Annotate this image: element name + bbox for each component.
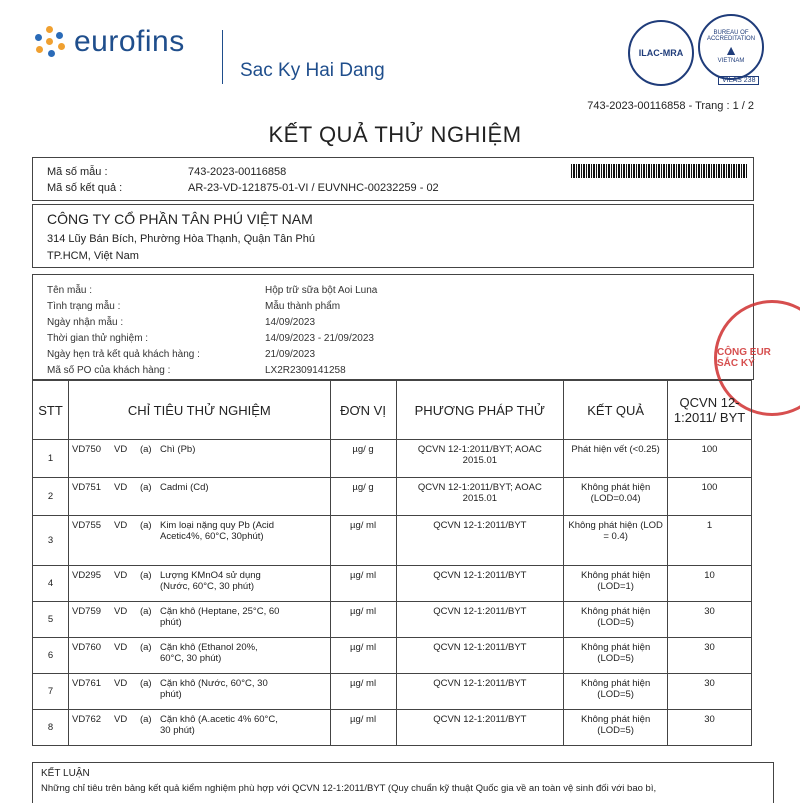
table-row: [33, 566, 752, 602]
row-result: Không phát hiện (LOD=5): [564, 638, 668, 674]
row-accreditation: (a): [139, 606, 152, 617]
row-limit: 10: [668, 566, 752, 602]
row-code: VD751: [71, 482, 102, 493]
result-id-label: Mã số kết quả :: [47, 182, 123, 194]
row-unit: µg/ g: [330, 478, 396, 516]
row-method: QCVN 12-1:2011/BYT: [396, 516, 564, 566]
row-result: Không phát hiện (LOD=1): [564, 566, 668, 602]
test-period-label: Thời gian thử nghiệm :: [47, 333, 149, 344]
ilac-mra-text: ILAC-MRA: [638, 48, 684, 58]
row-accreditation: (a): [139, 482, 152, 493]
row-result: Phát hiện vết (<0.25): [564, 440, 668, 478]
sub-brand: Sac Ky Hai Dang: [240, 60, 385, 81]
row-vd: VD: [113, 520, 128, 531]
page-reference: 743-2023-00116858 - Trang : 1 / 2: [587, 100, 754, 112]
row-indicator: [68, 710, 330, 746]
row-code: VD755: [71, 520, 102, 531]
row-indicator-name: Cặn khô (A.acetic 4% 60°C, 30 phút): [159, 714, 278, 736]
sample-info-box: [32, 274, 754, 380]
row-limit: 30: [668, 674, 752, 710]
row-limit: 30: [668, 602, 752, 638]
row-vd: VD: [113, 642, 128, 653]
row-indicator-name: Cặn khô (Nước, 60°C, 30 phút): [159, 678, 268, 700]
po-number-value: LX2R2309141258: [265, 365, 346, 376]
row-accreditation: (a): [139, 714, 152, 725]
page-title: KẾT QUẢ THỬ NGHIỆM: [268, 122, 522, 147]
stamp-text: CÔNG EUR SẮC KÝ: [717, 347, 771, 369]
row-stt: 6: [33, 638, 69, 674]
company-address-line1: 314 Lũy Bán Bích, Phường Hòa Thạnh, Quận Tân Phú: [47, 233, 315, 245]
row-method: QCVN 12-1:2011/BYT: [396, 674, 564, 710]
row-accreditation: (a): [139, 570, 152, 581]
row-method: QCVN 12-1:2011/BYT: [396, 638, 564, 674]
boa-ring-text: BUREAU OF ACCREDITATION: [706, 30, 756, 42]
row-indicator: [68, 566, 330, 602]
row-limit: 100: [668, 478, 752, 516]
row-limit: 1: [668, 516, 752, 566]
table-row: [33, 710, 752, 746]
row-indicator: [68, 602, 330, 638]
row-code: VD761: [71, 678, 102, 689]
row-accreditation: (a): [139, 678, 152, 689]
row-code: VD760: [71, 642, 102, 653]
eurofins-dots-icon: [32, 24, 68, 60]
row-limit: 30: [668, 638, 752, 674]
row-code: VD295: [71, 570, 102, 581]
ilac-mra-seal: [628, 20, 694, 86]
table-row: [33, 674, 752, 710]
results-table: [32, 380, 752, 746]
row-indicator-name: Cặn khô (Heptane, 25°C, 60 phút): [159, 606, 280, 628]
row-indicator-name: Chì (Pb): [159, 444, 196, 455]
table-row: [33, 602, 752, 638]
sample-name-value: Hộp trữ sữa bột Aoi Luna: [265, 285, 378, 296]
row-accreditation: (a): [139, 642, 152, 653]
table-row: [33, 440, 752, 478]
row-vd: VD: [113, 678, 128, 689]
header-stt: STT: [33, 381, 69, 440]
test-period-value: 14/09/2023 - 21/09/2023: [265, 333, 374, 344]
row-vd: VD: [113, 570, 128, 581]
row-unit: µg/ g: [330, 440, 396, 478]
row-indicator-name: Cặn khô (Ethanol 20%, 60°C, 30 phút): [159, 642, 258, 664]
conclusion-text: Những chỉ tiêu trên bảng kết quả kiểm nghiệm phù hợp với QCVN 12-1:2011/BYT (Quy chuẩn kỹ thuật Quốc gia về an toàn vệ sinh đối với bao bì,: [41, 783, 657, 794]
header-unit: ĐƠN VỊ: [330, 381, 396, 440]
result-id-value: AR-23-VD-121875-01-VI / EUVNHC-00232259 - 02: [188, 182, 439, 194]
header-result: KẾT QUẢ: [564, 381, 668, 440]
row-code: VD759: [71, 606, 102, 617]
row-result: Không phát hiện (LOD=5): [564, 710, 668, 746]
sample-state-value: Mẫu thành phẩm: [265, 301, 341, 312]
company-box: [32, 204, 754, 268]
due-date-label: Ngày hẹn trả kết quả khách hàng :: [47, 349, 200, 360]
row-indicator-name: Cadmi (Cd): [159, 482, 209, 493]
row-limit: 100: [668, 440, 752, 478]
row-code: VD750: [71, 444, 102, 455]
row-indicator: [68, 674, 330, 710]
row-indicator-name: Kim loại nặng quy Pb (Acid Acetic4%, 60°C, 30phút): [159, 520, 275, 542]
company-address-line2: TP.HCM, Việt Nam: [47, 250, 139, 262]
boa-triangle-icon: ▲: [724, 42, 738, 58]
table-header-row: [33, 381, 752, 440]
row-method: QCVN 12-1:2011/BYT: [396, 566, 564, 602]
row-code: VD762: [71, 714, 102, 725]
received-date-value: 14/09/2023: [265, 317, 316, 328]
row-unit: µg/ ml: [330, 602, 396, 638]
sample-state-label: Tình trạng mẫu :: [47, 301, 121, 312]
table-row: [33, 516, 752, 566]
boa-country: VIETNAM: [717, 58, 745, 64]
po-number-label: Mã số PO của khách hàng :: [47, 365, 171, 376]
row-stt: 3: [33, 516, 69, 566]
row-indicator: [68, 638, 330, 674]
id-box: [32, 157, 754, 201]
row-unit: µg/ ml: [330, 674, 396, 710]
sample-id-label: Mã số mẫu :: [47, 166, 108, 178]
header-method: PHƯƠNG PHÁP THỬ: [396, 381, 564, 440]
row-indicator: [68, 478, 330, 516]
row-result: Không phát hiện (LOD=0.04): [564, 478, 668, 516]
row-stt: 2: [33, 478, 69, 516]
received-date-label: Ngày nhận mẫu :: [47, 317, 124, 328]
row-result: Không phát hiện (LOD=5): [564, 602, 668, 638]
row-method: QCVN 12-1:2011/BYT; AOAC 2015.01: [396, 440, 564, 478]
boa-seal: [698, 14, 764, 80]
row-stt: 8: [33, 710, 69, 746]
sample-name-label: Tên mẫu :: [47, 285, 93, 296]
table-row: [33, 638, 752, 674]
row-limit: 30: [668, 710, 752, 746]
row-unit: µg/ ml: [330, 566, 396, 602]
row-result: Không phát hiện (LOD = 0.4): [564, 516, 668, 566]
row-method: QCVN 12-1:2011/BYT: [396, 602, 564, 638]
row-indicator: [68, 516, 330, 566]
row-indicator: [68, 440, 330, 478]
company-name: CÔNG TY CỔ PHẦN TÂN PHÚ VIỆT NAM: [47, 211, 313, 227]
conclusion-box: [32, 762, 774, 803]
row-vd: VD: [113, 714, 128, 725]
conclusion-title: KẾT LUẬN: [41, 768, 90, 779]
brand-name: eurofins: [74, 25, 185, 58]
row-vd: VD: [113, 482, 128, 493]
row-unit: µg/ ml: [330, 638, 396, 674]
due-date-value: 21/09/2023: [265, 349, 316, 360]
row-stt: 7: [33, 674, 69, 710]
row-unit: µg/ ml: [330, 710, 396, 746]
row-vd: VD: [113, 444, 128, 455]
header-limit: QCVN 12-1:2011/ BYT: [668, 381, 752, 440]
row-stt: 1: [33, 440, 69, 478]
eurofins-logo: [32, 24, 185, 60]
row-stt: 5: [33, 602, 69, 638]
barcode: [571, 164, 747, 178]
header-divider: [222, 30, 223, 84]
row-accreditation: (a): [139, 520, 152, 531]
row-method: QCVN 12-1:2011/BYT: [396, 710, 564, 746]
row-stt: 4: [33, 566, 69, 602]
row-method: QCVN 12-1:2011/BYT; AOAC 2015.01: [396, 478, 564, 516]
row-vd: VD: [113, 606, 128, 617]
header-indicator: CHỈ TIÊU THỬ NGHIỆM: [68, 381, 330, 440]
sample-id-value: 743-2023-00116858: [188, 166, 287, 178]
table-row: [33, 478, 752, 516]
row-result: Không phát hiện (LOD=5): [564, 674, 668, 710]
row-indicator-name: Lượng KMnO4 sử dụng (Nước, 60°C, 30 phút): [159, 570, 261, 592]
vilas-code: VILAS 238: [718, 76, 759, 85]
row-unit: µg/ ml: [330, 516, 396, 566]
row-accreditation: (a): [139, 444, 152, 455]
